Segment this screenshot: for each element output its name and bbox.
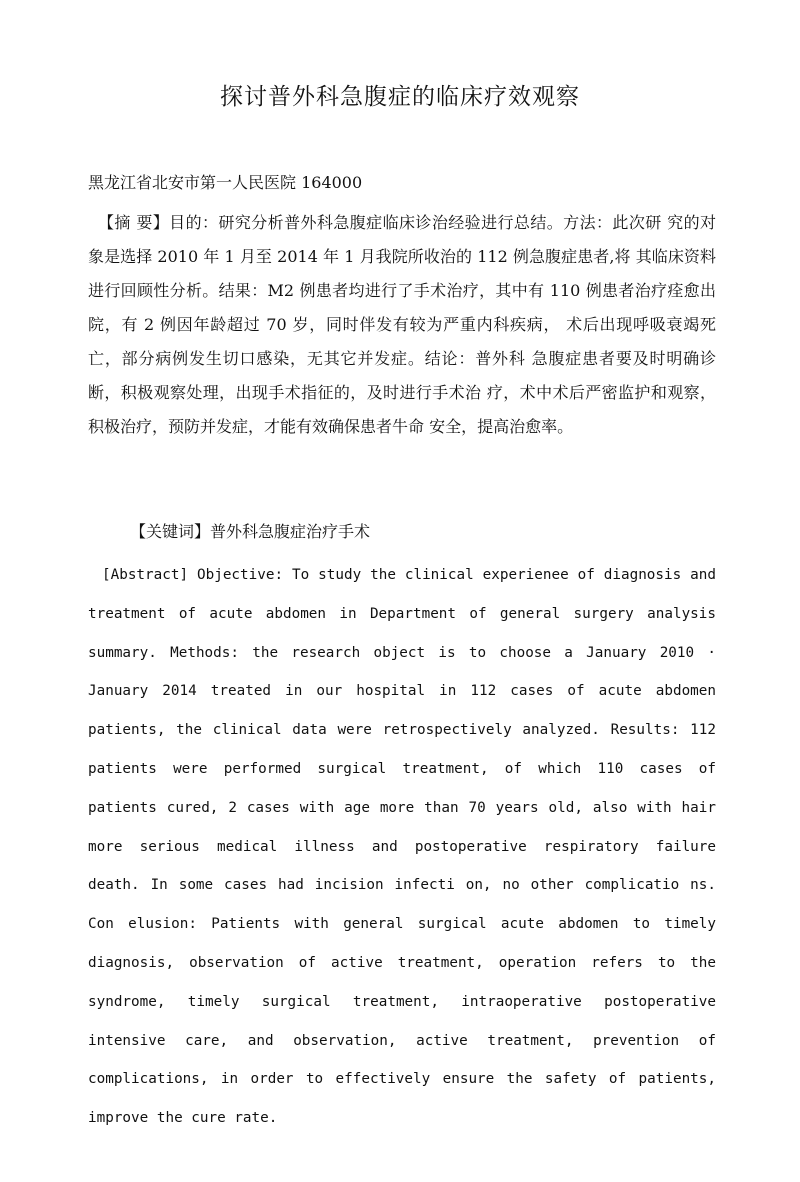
abstract-chinese-text: 【摘 要】目的：研究分析普外科急腹症临床诊治经验进行总结。方法：此次研 究的对象是选择 2010 年 1 月至 2014 年 1 月我院所收治的 112 例急腹症患者,将 其临床资料进行回顾性分析。结果：M2 例患者均进行了手术治疗，其中有 110 例患者治疗痊愈出院，有 2 例因年龄超过 70 岁，同时伴发有较为严重内科疾病， 术后出现呼吸衰竭死亡，部分病例发生切口感染，无其它并发症。结论：普外科 急腹症患者要及时明确诊断，积极观察处理，出现手术指征的，及时进行手术治 疗，术中术后严密监护和观察，积极治疗，预防并发症，才能有效确保患者牛命 安全，提高治愈率。 [88,213,716,436]
keywords-line: 【关键词】普外科急腹症治疗手术 [130,522,371,541]
abstract-chinese [88,206,716,444]
paper-title: 探讨普外科急腹症的临床疗效观察 [220,84,580,110]
abstract-english [88,556,716,1138]
abstract-english-text: [Abstract] Objective: To study the clinical experienee of diagnosis and treatment of acute abdomen in Department of general surgery analysis summary. Methods: the research object is to choose a January 2010 · January 2014 treated in our hospital in 112 cases of acute abdomen patients, the clinical data were retrospectively analyzed. Results: 112 patients were performed surgical treatment, of which 110 cases of patients cured, 2 cases with age more than 70 years old, also with hair more serious medical illness and postoperative respiratory failure death. In some cases had incision infecti on, no other complicatio ns. Con elusion: Patients with general surgical acute abdomen to timely diagnosis, observation of active treatment, operation refers to the syndrome, timely surgical treatment, intraoperative postoperative intensive care, and observation, active treatment, prevention of complications, in order to effectively ensure the safety of patients, improve the cure rate. [88,567,716,1127]
author-affiliation: 黑龙江省北安市第一人民医院 164000 [88,173,363,192]
